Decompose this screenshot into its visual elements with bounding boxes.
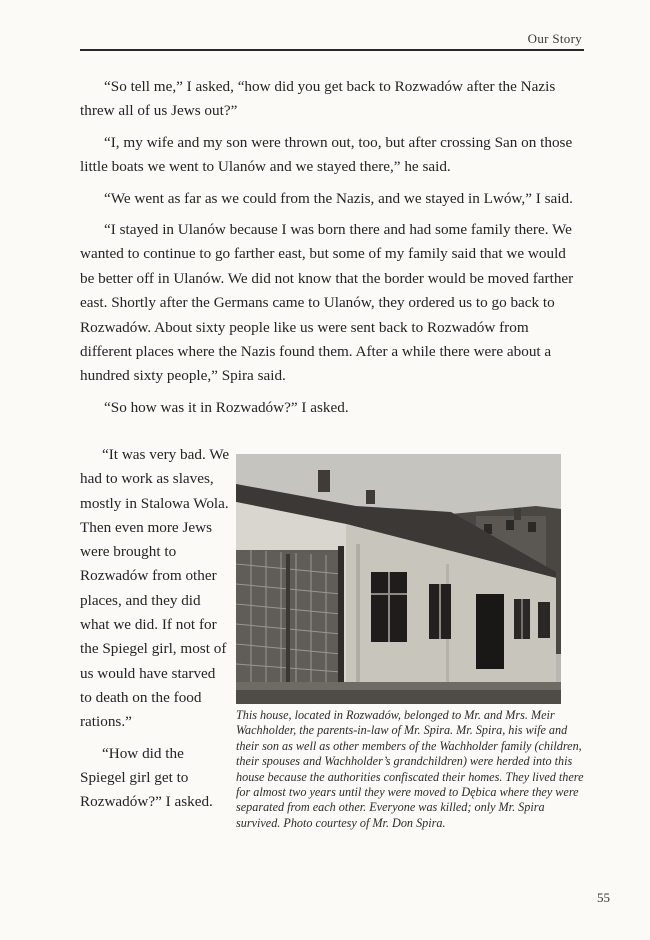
page-number: 55: [597, 890, 610, 905]
column-paragraph-2: “How did the Spiegel girl get to Rozwadów?” I asked.: [80, 744, 213, 811]
paragraph-2: “I, my wife and my son were thrown out, too, but after crossing San on those little boats we went to Ulanów and we stayed there,” he said.: [80, 133, 573, 176]
body-text: [80, 75, 580, 427]
paragraph-3: “We went as far as we could from the Nazis, and we stayed in Lwów,” I said.: [104, 189, 573, 207]
photo-caption: This house, located in Rozwadów, belonged to Mr. and Mrs. Meir Wachholder, the parents-in-law of Mr. Spira. Mr. Spira, his wife and their son as well as other members of the Wachholder family (children, their spouses and Wachholder’s grandchildren) were herded into this house because the authorities confiscated their homes. They lived there for almost two years until they were moved to Dębica where they were separated from each other. Everyone was killed; only Mr. Spira survived. Photo courtesy of Mr. Don Spira.: [236, 708, 584, 830]
house-photo: [236, 454, 561, 704]
running-header: Our Story: [527, 31, 582, 46]
column-paragraph-1: “It was very bad. We had to work as slaves, mostly in Stalowa Wola. Then even more Jews were brought to Rozwadów from other places, and they did what we did. If not for the Spiegel girl, most of us would have starved to death on the food rations.”: [80, 446, 230, 731]
narrow-text-column: [80, 443, 230, 821]
header-rule: [80, 49, 584, 51]
paragraph-1: “So tell me,” I asked, “how did you get back to Rozwadów after the Nazis threw all of us Jews out?”: [80, 78, 556, 120]
paragraph-5: “So how was it in Rozwadów?” I asked.: [104, 398, 349, 416]
paragraph-4: “I stayed in Ulanów because I was born there and had some family there. We wanted to continue to go farther east, but some of my family said that we would be better off in Ulanów. We did not know that the border would be moved farther east. Shortly after the Germans came to Ulanów, they ordered us to go back to Rozwadów. About sixty people like us were sent back to Rozwadów from different places where the Nazis found them. After a while there were about a hundred sixty people,” Spira said.: [80, 221, 574, 385]
